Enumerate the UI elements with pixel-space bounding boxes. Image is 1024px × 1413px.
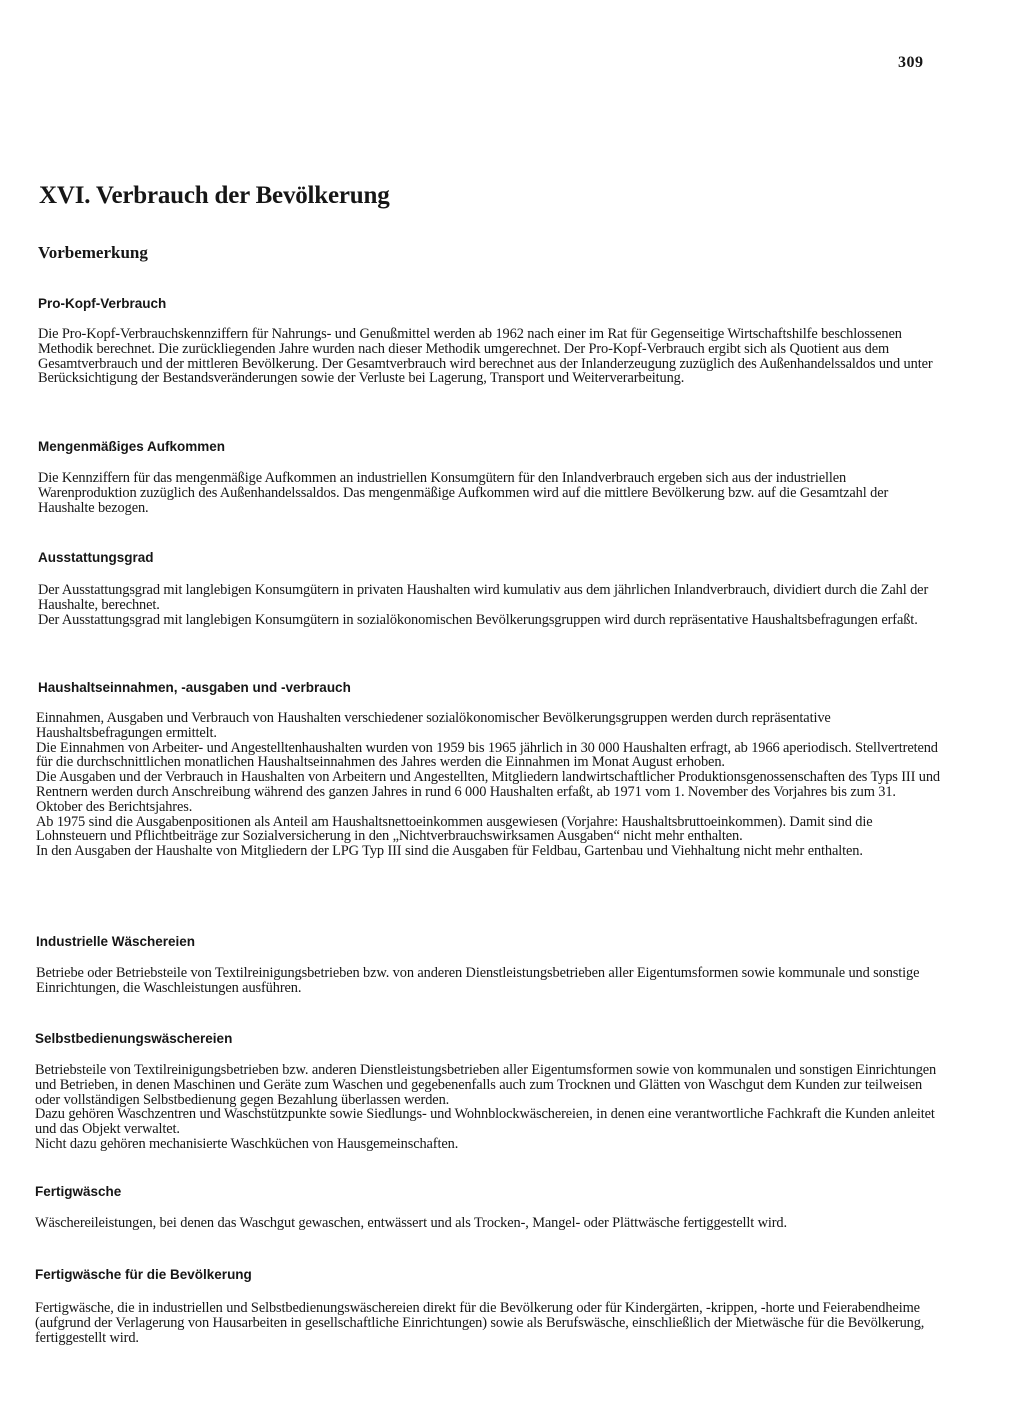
paragraph: Ab 1975 sind die Ausgabenpositionen als Anteil am Haushaltsnettoeinkommen ausgewiesen (Vorjahre: Haushaltsbruttoeinkommen). Damit sind die Lohnsteuern und Pflichtbeiträge zur Sozialversicherung in den „Nichtverbrauchswirksamen Ausgaben“ nicht mehr enthalten. — [36, 813, 873, 845]
section-body-mengenmaessiges-aufkommen — [38, 471, 943, 515]
section-body-industrielle-waeschereien — [36, 966, 941, 996]
section-title-haushaltseinnahmen: Haushaltseinnahmen, -ausgaben und -verbrauch — [38, 680, 351, 695]
paragraph: In den Ausgaben der Haushalte von Mitgliedern der LPG Typ III sind die Ausgaben für Feldbau, Gartenbau und Viehhaltung nicht mehr enthalten. — [36, 843, 863, 860]
section-title-ausstattungsgrad: Ausstattungsgrad — [38, 550, 154, 565]
section-title-selbstbedienungswaeschereien: Selbstbedienungswäschereien — [35, 1031, 233, 1046]
paragraph: Betriebsteile von Textilreinigungsbetrieben bzw. anderen Dienstleistungsbetrieben aller Eigentumsformen sowie von kommunalen und sonstigen Einrichtungen und Betrieben, in denen Maschinen und Geräte zum Waschen und gegebenenfalls auch zum Trocknen und Glätten von Waschgut dem Kunden zur teilweisen oder vollständigen Selbstbedienung gegen Bezahlung überlassen werden. — [35, 1062, 937, 1108]
paragraph: Die Einnahmen von Arbeiter- und Angestelltenhaushalten wurden von 1959 bis 1965 jährlich in 30 000 Haushalten erfragt, ab 1966 aperiodisch. Stellvertretend für die durchschnittlichen monatlichen Haushaltseinnahmen des Jahres werden die Einnahmen im Monat August erhoben. — [36, 739, 938, 771]
paragraph: Fertigwäsche, die in industriellen und Selbstbedienungswäschereien direkt für die Bevölkerung oder für Kindergärten, -krippen, -horte und Feierabendheime (aufgrund der Verlagerung von Hausarbeiten in gesellschaftliche Einrichtungen) sowie als Berufswäsche, einschließlich der Mietwäsche für die Bevölkerung, fertiggestellt wird. — [35, 1300, 925, 1346]
paragraph: Der Ausstattungsgrad mit langlebigen Konsumgütern in privaten Haushalten wird kumulativ aus dem jährlichen Inlandverbrauch, dividiert durch die Zahl der Haushalte, berechnet. — [38, 582, 929, 613]
section-title-fertigwaesche-fuer-die-bevoelkerung: Fertigwäsche für die Bevölkerung — [35, 1267, 252, 1282]
paragraph: Wäschereileistungen, bei denen das Waschgut gewaschen, entwässert und als Trocken-, Mangel- oder Plättwäsche fertiggestellt wird. — [35, 1215, 787, 1231]
section-title-industrielle-waeschereien: Industrielle Wäschereien — [36, 934, 196, 949]
section-subheading: Vorbemerkung — [38, 243, 148, 262]
section-body-fertigwaesche-fuer-die-bevoelkerung — [35, 1301, 940, 1345]
paragraph: Die Pro-Kopf-Verbrauchskennziffern für Nahrungs- und Genußmittel werden ab 1962 nach einer im Rat für Gegenseitige Wirtschaftshilfe beschlossenen Methodik berechnet. Die zurückliegenden Jahre wurden nach dieser Methodik umgerechnet. Der Pro-Kopf-Verbrauch ergibt sich als Quotient aus dem Gesamtverbrauch und der mittleren Bevölkerung. Der Gesamtverbrauch wird berechnet aus der Inlanderzeugung zuzüglich des Außenhandelssaldos und unter Berücksichtigung der Bestandsveränderungen sowie der Verluste bei Lagerung, Transport und Weiterverarbeitung. — [38, 326, 933, 387]
section-title-fertigwaesche: Fertigwäsche — [35, 1184, 122, 1199]
paragraph: Einnahmen, Ausgaben und Verbrauch von Haushalten verschiedener sozialökonomischer Bevölkerungsgruppen werden durch repräsentative Haushaltsbefragungen ermittelt. — [36, 710, 831, 741]
section-body-pro-kopf-verbrauch — [38, 327, 943, 386]
section-body-haushaltseinnahmen — [36, 711, 941, 859]
paragraph: Die Kennziffern für das mengenmäßige Aufkommen an industriellen Konsumgütern für den Inlandverbrauch ergeben sich aus der industriellen Warenproduktion zuzüglich des Außenhandelssaldos. Das mengenmäßige Aufkommen wird auf die mittlere Bevölkerung bzw. auf die Gesamtzahl der Haushalte bezogen. — [38, 470, 889, 516]
paragraph: Die Ausgaben und der Verbrauch in Haushalten von Arbeitern und Angestellten, Mitgliedern landwirtschaftlicher Produktionsgenossenschaften des Typs III und Rentnern werden durch Anschreibung während des ganzen Jahres in rund 6 000 Haushalten erfaßt, ab 1971 vom 1. November des Vorjahres bis zum 31. Oktober des Berichtsjahres. — [36, 769, 940, 815]
section-title-pro-kopf-verbrauch: Pro-Kopf-Verbrauch — [38, 296, 167, 311]
section-title-mengenmaessiges-aufkommen: Mengenmäßiges Aufkommen — [38, 439, 226, 454]
section-body-selbstbedienungswaeschereien — [35, 1063, 940, 1152]
paragraph: Dazu gehören Waschzentren und Waschstützpunkte sowie Siedlungs- und Wohnblockwäschereien, in denen eine verantwortliche Fachkraft die Kunden anleitet und das Objekt verwaltet. — [35, 1106, 935, 1138]
paragraph: Betriebe oder Betriebsteile von Textilreinigungsbetrieben bzw. von anderen Dienstleistungsbetrieben aller Eigentumsformen sowie kommunale und sonstige Einrichtungen, die Waschleistungen ausführen. — [36, 965, 920, 996]
paragraph: Nicht dazu gehören mechanisierte Waschküchen von Hausgemeinschaften. — [35, 1135, 459, 1152]
section-body-fertigwaesche — [35, 1216, 940, 1231]
paragraph: Der Ausstattungsgrad mit langlebigen Konsumgütern in sozialökonomischen Bevölkerungsgruppen wird durch repräsentative Haushaltsbefragungen erfaßt. — [38, 611, 918, 628]
section-body-ausstattungsgrad — [38, 583, 943, 627]
page-number: 309 — [898, 54, 924, 71]
chapter-title: XVI. Verbrauch der Bevölkerung — [39, 182, 390, 209]
